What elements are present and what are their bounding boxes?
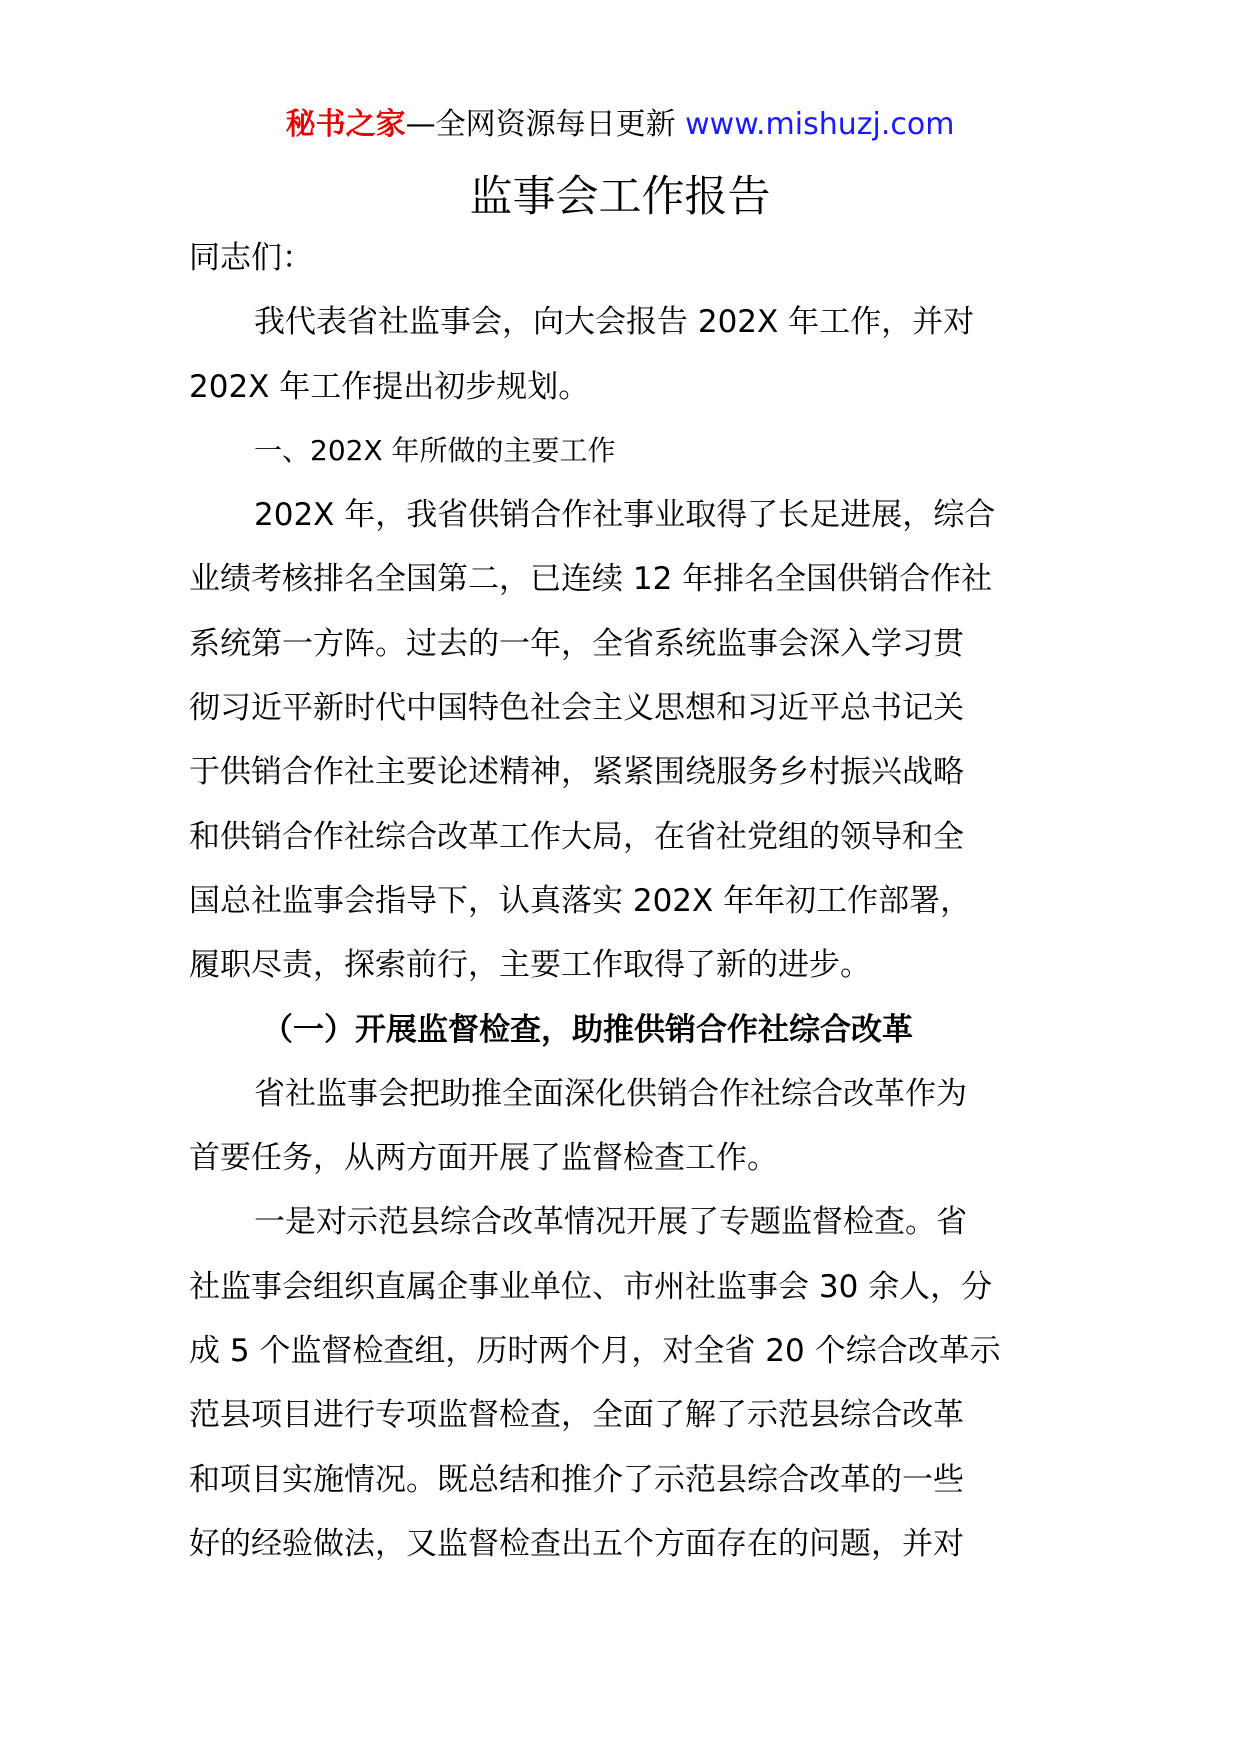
document-title: 监事会工作报告 [469, 172, 771, 222]
paragraph-line: 业绩考核排名全国第二，已连续 12 年排名全国供销合作社 [189, 561, 993, 598]
paragraph-line: 社监事会组织直属企事业单位、市州社监事会 30 余人，分 [189, 1268, 993, 1305]
paragraph-line: 国总社监事会指导下，认真落实 202X 年年初工作部署， [189, 882, 972, 919]
salutation: 同志们： [189, 240, 313, 276]
paragraph-line: 彻习近平新时代中国特色社会主义思想和习近平总书记关 [189, 690, 964, 727]
subsection-heading: （一）开展监督检查，助推供销合作社综合改革 [262, 1011, 913, 1048]
site-brand-name: 秘书之家 [285, 107, 406, 142]
document-body [189, 226, 1057, 1576]
paragraph-line: 成 5 个监督检查组，历时两个月，对全省 20 个综合改革示 [189, 1333, 1001, 1370]
paragraph-line: 和供销合作社综合改革工作大局，在省社党组的领导和全 [189, 818, 964, 855]
paragraph-line: 和项目实施情况。既总结和推介了示范县综合改革的一些 [189, 1461, 964, 1498]
site-header-banner [0, 100, 1240, 150]
site-tagline: —全网资源每日更新 [405, 107, 676, 142]
site-url-link[interactable]: www.mishuzj.com [685, 107, 955, 142]
paragraph-line: 于供销合作社主要论述精神，紧紧围绕服务乡村振兴战略 [189, 754, 964, 791]
section-heading: 一、202X 年所做的主要工作 [254, 433, 616, 467]
paragraph-line: 我代表省社监事会，向大会报告 202X 年工作，并对 [254, 304, 975, 341]
paragraph-line: 系统第一方阵。过去的一年，全省系统监事会深入学习贯 [189, 625, 964, 662]
paragraph-line: 履职尽责，探索前行，主要工作取得了新的进步。 [189, 947, 871, 984]
paragraph-line: 202X 年工作提出初步规划。 [189, 368, 590, 405]
paragraph-line: 范县项目进行专项监督检查，全面了解了示范县综合改革 [189, 1397, 964, 1434]
paragraph-line: 首要任务，从两方面开展了监督检查工作。 [189, 1140, 778, 1177]
paragraph-line: 好的经验做法，又监督检查出五个方面存在的问题，并对 [189, 1525, 964, 1562]
paragraph-line: 202X 年，我省供销合作社事业取得了长足进展，综合 [254, 497, 996, 534]
paragraph-line: 省社监事会把助推全面深化供销合作社综合改革作为 [254, 1075, 967, 1112]
paragraph-line: 一是对示范县综合改革情况开展了专题监督检查。省 [254, 1204, 967, 1241]
